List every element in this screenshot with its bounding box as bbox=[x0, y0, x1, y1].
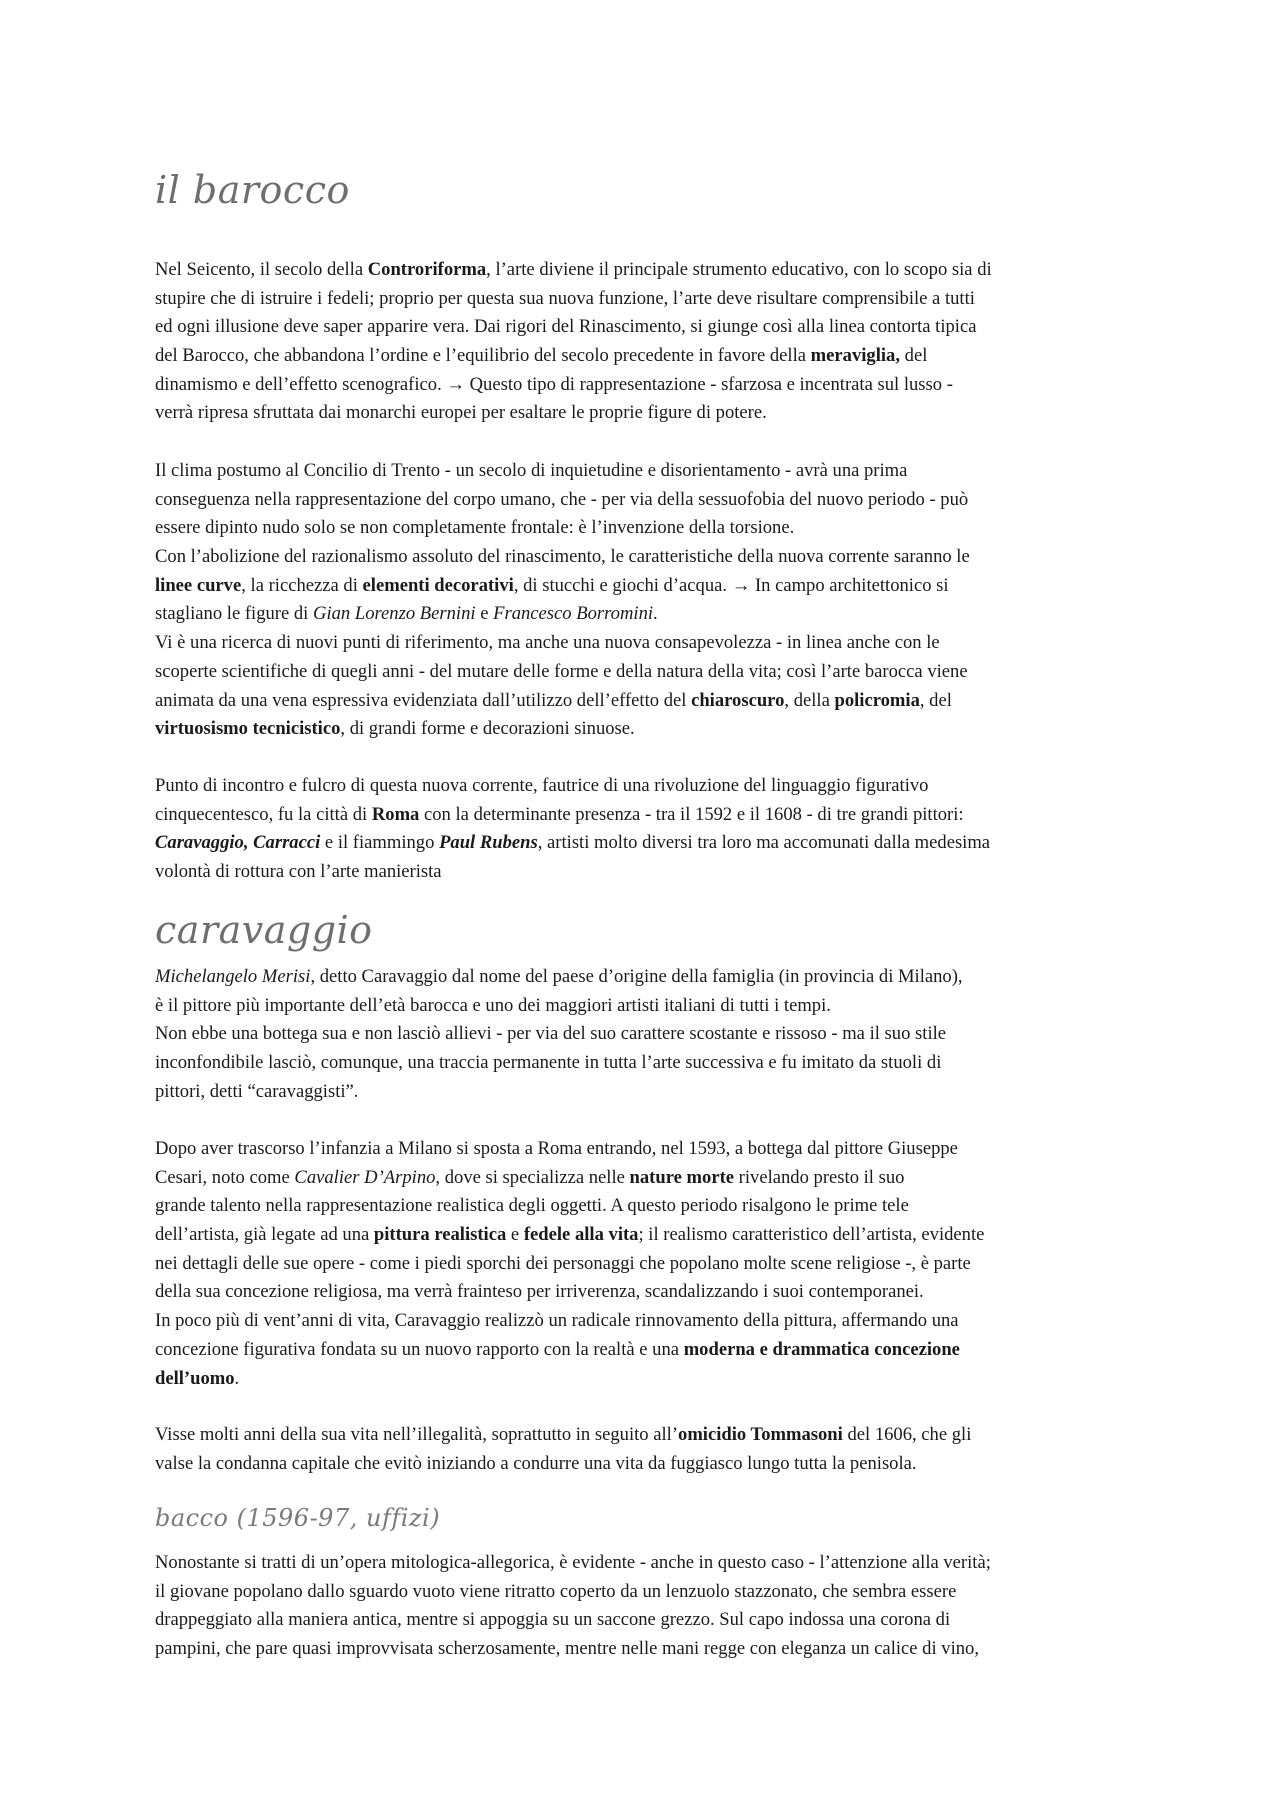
heading-caravaggio: caravaggio bbox=[155, 908, 373, 952]
text-line: grande talento nella rappresentazione realistica degli oggetti. A questo periodo risalgono le prime tele bbox=[155, 1195, 909, 1217]
text-line: concezione figurativa fondata su un nuovo rapporto con la realtà e una moderna e drammatica concezione bbox=[155, 1338, 960, 1360]
paragraph-roma bbox=[155, 772, 1133, 887]
bold-term: policromia bbox=[834, 689, 920, 711]
text-line: inconfondibile lasciò, comunque, una traccia permanente in tutta l’arte successiva e fu imitato da stuoli di bbox=[155, 1052, 942, 1074]
bold-term: pittura realistica bbox=[373, 1224, 507, 1246]
text-line: conseguenza nella rappresentazione del corpo umano, che - per via della sessuofobia del nuovo periodo - può bbox=[155, 488, 969, 510]
text-line: Michelangelo Merisi, detto Caravaggio dal nome del paese d’origine della famiglia (in provincia di Milano), bbox=[155, 966, 963, 987]
text-line: Il clima postumo al Concilio di Trento - un secolo di inquietudine e disorientamento - avrà una prima bbox=[155, 460, 908, 481]
text-line: della sua concezione religiosa, ma verrà frainteso per irriverenza, scandalizzando i suoi contemporanei. bbox=[155, 1281, 924, 1303]
text-line: Nonostante si tratti di un’opera mitologica-allegorica, è evidente - anche in questo caso - l’attenzione alla verità; bbox=[155, 1552, 991, 1573]
bold-term: omicidio Tommasoni bbox=[678, 1424, 843, 1445]
text-line: volontà di rottura con l’arte manierista bbox=[155, 861, 442, 883]
paragraph-controriforma bbox=[155, 256, 1133, 428]
bold-term: virtuosismo tecnicistico bbox=[155, 718, 341, 740]
bold-term: dell’uomo bbox=[155, 1367, 235, 1389]
paragraph-milano-roma bbox=[155, 1135, 1133, 1393]
text-line: Cesari, noto come Cavalier D’Arpino, dove si specializza nelle nature morte rivelando presto il suo bbox=[155, 1166, 905, 1188]
text-line: ed ogni illusione deve saper apparire vera. Dai rigori del Rinascimento, si giunge così alla linea contorta tipica bbox=[155, 316, 977, 338]
document-page bbox=[155, 0, 1133, 1810]
text-line: drappeggiato alla maniera antica, mentre si appoggia su un saccone grezzo. Sul capo indossa una corona di bbox=[155, 1609, 951, 1631]
bold-italic-name: Paul Rubens bbox=[439, 832, 538, 854]
bold-term: meraviglia, bbox=[810, 345, 900, 367]
text-line: Visse molti anni della sua vita nell’illegalità, soprattutto in seguito all’omicidio Tommasoni del 1606, che gli bbox=[155, 1424, 972, 1445]
bold-term: linee curve bbox=[155, 574, 242, 596]
bold-term: moderna e drammatica concezione bbox=[683, 1338, 960, 1360]
text-line: scoperte scientifiche di quegli anni - del mutare delle forme e della natura della vita; così l’arte barocca viene bbox=[155, 660, 968, 682]
italic-name: Gian Lorenzo Bernini bbox=[313, 603, 476, 625]
text-line: linee curve, la ricchezza di elementi decorativi, di stucchi e giochi d’acqua. → In campo architettonico si bbox=[155, 574, 949, 596]
text-line: virtuosismo tecnicistico, di grandi forme e decorazioni sinuose. bbox=[155, 718, 635, 740]
text-line: Dopo aver trascorso l’infanzia a Milano si sposta a Roma entrando, nel 1593, a bottega dal pittore Giuseppe bbox=[155, 1138, 958, 1159]
text-line: verrà ripresa sfruttata dai monarchi europei per esaltare le proprie figure di potere. bbox=[155, 402, 767, 424]
text-line: cinquecentesco, fu la città di Roma con la determinante presenza - tra il 1592 e il 1608 - di tre grandi pittori: bbox=[155, 803, 964, 825]
bold-term: fedele alla vita bbox=[523, 1224, 639, 1246]
italic-name: Michelangelo Merisi bbox=[155, 966, 311, 987]
bold-term: chiaroscuro bbox=[691, 689, 785, 711]
italic-name: Cavalier D’Arpino bbox=[294, 1166, 436, 1188]
text-line: stupire che di istruire i fedeli; proprio per questa sua nuova funzione, l’arte deve risultare comprensibile a tutti bbox=[155, 287, 975, 309]
text-line: Caravaggio, Carracci e il fiammingo Paul Rubens, artisti molto diversi tra loro ma accomunati dalla medesima bbox=[155, 832, 991, 854]
bold-term: Controriforma bbox=[367, 259, 487, 280]
text-line: dell’uomo. bbox=[155, 1367, 240, 1389]
text-line: Con l’abolizione del razionalismo assoluto del rinascimento, le caratteristiche della nuova corrente saranno le bbox=[155, 546, 970, 568]
heading-il-barocco: il barocco bbox=[155, 168, 350, 212]
heading-bacco: bacco (1596-97, uffizi) bbox=[155, 1504, 441, 1532]
text-line: pittori, detti “caravaggisti”. bbox=[155, 1080, 359, 1102]
text-line: Vi è una ricerca di nuovi punti di riferimento, ma anche una nuova consapevolezza - in linea anche con le bbox=[155, 632, 940, 654]
text-line: il giovane popolano dallo sguardo vuoto viene ritratto coperto da un lenzuolo stazzonato, che sembra essere bbox=[155, 1580, 957, 1602]
bold-term: nature morte bbox=[629, 1166, 735, 1188]
italic-name: Francesco Borromini bbox=[493, 603, 654, 625]
text-line: pampini, che pare quasi improvvisata scherzosamente, mentre nelle mani regge con eleganza un calice di vino, bbox=[155, 1638, 979, 1660]
text-line: In poco più di vent’anni di vita, Caravaggio realizzò un radicale rinnovamento della pittura, affermando una bbox=[155, 1310, 959, 1332]
paragraph-michelangelo-merisi bbox=[155, 963, 1133, 1106]
text-line: dell’artista, già legate ad una pittura realistica e fedele alla vita; il realismo caratteristico dell’artista, evidente bbox=[155, 1224, 985, 1246]
text-line: valse la condanna capitale che evitò iniziando a condurre una vita da fuggiasco lungo tutta la penisola. bbox=[155, 1452, 917, 1474]
text-line: dinamismo e dell’effetto scenografico. → Questo tipo di rappresentazione - sfarzosa e incentrata sul lusso - bbox=[155, 373, 953, 395]
text-line: animata da una vena espressiva evidenziata dall’utilizzo dell’effetto del chiaroscuro, della policromia, del bbox=[155, 689, 952, 711]
text-line: stagliano le figure di Gian Lorenzo Bernini e Francesco Borromini. bbox=[155, 603, 658, 625]
bold-term: Roma bbox=[371, 803, 420, 825]
text-line: è il pittore più importante dell’età barocca e uno dei maggiori artisti italiani di tutti i tempi. bbox=[155, 994, 831, 1016]
text-line: nei dettagli delle sue opere - come i piedi sporchi dei personaggi che popolano molte scene religiose -, è parte bbox=[155, 1252, 971, 1274]
text-line: essere dipinto nudo solo se non completamente frontale: è l’invenzione della torsione. bbox=[155, 517, 795, 539]
paragraph-omicidio bbox=[155, 1421, 1133, 1478]
paragraph-bacco bbox=[155, 1549, 1133, 1664]
text-line: del Barocco, che abbandona l’ordine e l’equilibrio del secolo precedente in favore della meraviglia, del bbox=[155, 345, 928, 367]
paragraph-concilio-di-trento bbox=[155, 457, 1133, 744]
text-line: Non ebbe una bottega sua e non lasciò allievi - per via del suo carattere scostante e rissoso - ma il suo stile bbox=[155, 1023, 947, 1045]
bold-italic-name: Caravaggio, Carracci bbox=[155, 832, 321, 854]
text-line: Nel Seicento, il secolo della Controriforma, l’arte diviene il principale strumento educativo, con lo scopo sia di bbox=[155, 259, 992, 280]
text-line: Punto di incontro e fulcro di questa nuova corrente, fautrice di una rivoluzione del linguaggio figurativo bbox=[155, 775, 929, 796]
bold-term: elementi decorativi bbox=[362, 574, 514, 596]
